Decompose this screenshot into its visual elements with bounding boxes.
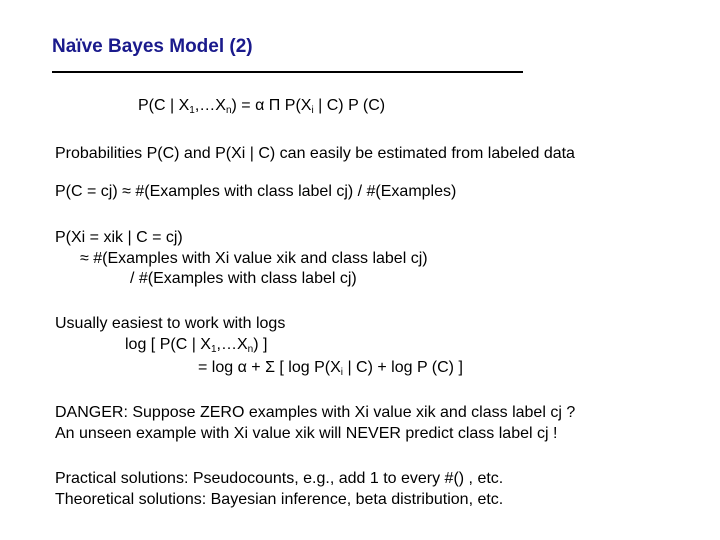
estimation-text: Probabilities P(C) and P(Xi | C) can easily be estimated from labeled data <box>55 145 575 162</box>
log-expansion-end: | C) + log P (C) ] <box>343 359 463 376</box>
likelihood-estimate-line-3: / #(Examples with class label cj) <box>130 270 357 287</box>
prior-estimate: P(C = cj) ≈ #(Examples with class label cj) / #(Examples) <box>55 183 457 200</box>
formula-lhs: P(C | X <box>138 97 190 114</box>
log-formula <box>125 335 267 360</box>
theoretical-solutions: Theoretical solutions: Bayesian inference, beta distribution, etc. <box>55 491 504 508</box>
log-expansion-a: = log α + Σ [ log P(X <box>198 359 341 376</box>
danger-line-2: An unseen example with Xi value xik will NEVER predict class label cj ! <box>55 425 558 442</box>
likelihood-estimate-line-1: P(Xi = xik | C = cj) <box>55 229 183 246</box>
log-formula-mid: ,…X <box>216 336 248 353</box>
log-expansion-sub-i: i <box>340 367 343 378</box>
logs-intro: Usually easiest to work with logs <box>55 315 286 332</box>
log-formula-end: ) ] <box>253 336 268 353</box>
formula-mid: ,…X <box>194 97 226 114</box>
log-sub-n: n <box>247 344 254 355</box>
formula-sub-1: 1 <box>189 105 195 116</box>
title-underline <box>52 71 523 73</box>
log-sub-1: 1 <box>210 344 217 355</box>
formula-sub-n: n <box>225 105 232 116</box>
log-expansion <box>198 358 463 383</box>
danger-line-1: DANGER: Suppose ZERO examples with Xi value xik and class label cj ? <box>55 404 576 421</box>
formula-rest-1: ) = α Π P(X <box>231 97 312 114</box>
formula-sub-i: i <box>311 105 314 116</box>
practical-solutions: Practical solutions: Pseudocounts, e.g., add 1 to every #() , etc. <box>55 470 504 487</box>
log-formula-a: log [ P(C | X <box>125 336 211 353</box>
likelihood-estimate-line-2: ≈ #(Examples with Xi value xik and class label cj) <box>80 250 428 267</box>
main-formula <box>138 96 385 121</box>
formula-rest-2: | C) P (C) <box>313 97 386 114</box>
slide-title: Naïve Bayes Model (2) <box>52 36 253 57</box>
